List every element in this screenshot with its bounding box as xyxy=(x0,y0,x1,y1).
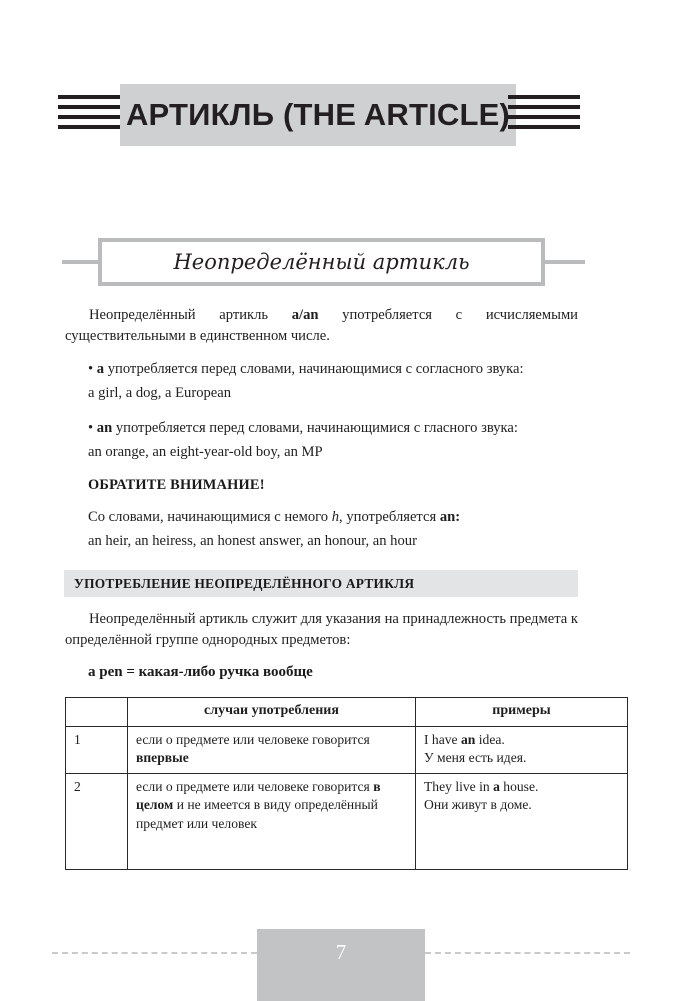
bullet-rule-an xyxy=(65,418,578,439)
usage-formula: a pen = какая-либо ручка вообще xyxy=(88,664,313,680)
case-bold: в целом xyxy=(136,778,381,812)
bullet-bold-a: a xyxy=(96,361,105,377)
table-row xyxy=(66,773,628,869)
section-header-label: УПОТРЕБЛЕНИЕ НЕОПРЕДЕЛЁННОГО АРТИКЛЯ xyxy=(74,576,415,591)
table-header-examples: примеры xyxy=(416,698,628,727)
case-text-before: если о предмете или человеке говорится xyxy=(136,731,370,747)
case-text-before: если о предмете или человеке говорится xyxy=(136,778,374,794)
content-body xyxy=(65,305,578,870)
bullet-marker-icon: • xyxy=(88,420,94,436)
example-ru: У меня есть идея. xyxy=(424,750,527,765)
example-ru: Они живут в доме. xyxy=(424,797,532,812)
subtitle-rule-left xyxy=(62,260,100,264)
section-header-bar xyxy=(64,570,578,597)
table-cell-case xyxy=(128,773,416,869)
table-cell-case xyxy=(128,726,416,773)
case-bold: впервые xyxy=(136,750,189,765)
page-number: 7 xyxy=(335,940,347,964)
bullet-rule-text-a: употребляется перед словами, начинающимися с согласного звука: xyxy=(104,361,524,377)
usage-paragraph: Неопределённый артикль служит для указания на принадлежность предмета к определённой группе однородных предметов: xyxy=(65,611,578,648)
table-header-num xyxy=(66,698,128,727)
table-row xyxy=(66,726,628,773)
intro-bold-article: a/an xyxy=(291,307,319,323)
footer-dashed-rule-right xyxy=(425,952,630,954)
attention-heading: ОБРАТИТЕ ВНИМАНИЕ! xyxy=(88,477,265,493)
table-cell-num: 2 xyxy=(66,773,128,869)
note-text-after: , употребляется xyxy=(339,509,440,525)
attention-note xyxy=(65,507,578,528)
table-cell-num: 1 xyxy=(66,726,128,773)
bullet-bold-an: an xyxy=(96,420,113,436)
subtitle-rule-right xyxy=(545,260,585,264)
example-en-bold: an xyxy=(461,731,476,747)
example-en-before: I have xyxy=(424,731,461,747)
page-title: АРТИКЛЬ (THE ARTICLE) xyxy=(125,97,511,132)
table-cell-example xyxy=(416,726,628,773)
chapter-title-banner xyxy=(0,84,682,146)
footer-dashed-rule-left xyxy=(52,952,257,954)
attention-note-examples: an heir, an heiress, an honest answer, an honour, an hour xyxy=(88,533,417,549)
example-en-before: They live in xyxy=(424,778,494,794)
table-header-cases: случаи употребления xyxy=(128,698,416,727)
bullet-examples-an: an orange, an eight-year-old boy, an MP xyxy=(88,444,323,460)
example-en-after: house. xyxy=(499,778,539,794)
bullet-examples-a: a girl, a dog, a European xyxy=(88,385,232,401)
usage-table xyxy=(65,697,628,870)
intro-text-after: употребляется с исчисляемыми существительными в единственном числе. xyxy=(65,307,578,344)
note-italic-h: h xyxy=(331,509,340,525)
page-footer xyxy=(0,911,682,1001)
title-stripes-right-icon xyxy=(508,95,580,135)
subtitle-banner xyxy=(0,238,682,286)
intro-text-before: Неопределённый артикль xyxy=(89,307,292,323)
example-en-after: idea. xyxy=(475,731,505,747)
subtitle-text: Неопределённый артикль xyxy=(173,250,470,274)
note-bold-an: an: xyxy=(439,509,461,525)
table-header-row xyxy=(66,698,628,727)
intro-paragraph xyxy=(65,305,578,347)
note-text-before: Со словами, начинающимися с немого xyxy=(88,509,332,525)
example-en-bold: a xyxy=(493,778,500,794)
bullet-marker-icon: • xyxy=(88,361,94,377)
bullet-rule-a xyxy=(65,359,578,380)
table-cell-example xyxy=(416,773,628,869)
case-text-after: и не имеется в виду определённый предмет или человек xyxy=(136,797,378,831)
bullet-rule-text-an: употребляется перед словами, начинающимися с гласного звука: xyxy=(112,420,518,436)
